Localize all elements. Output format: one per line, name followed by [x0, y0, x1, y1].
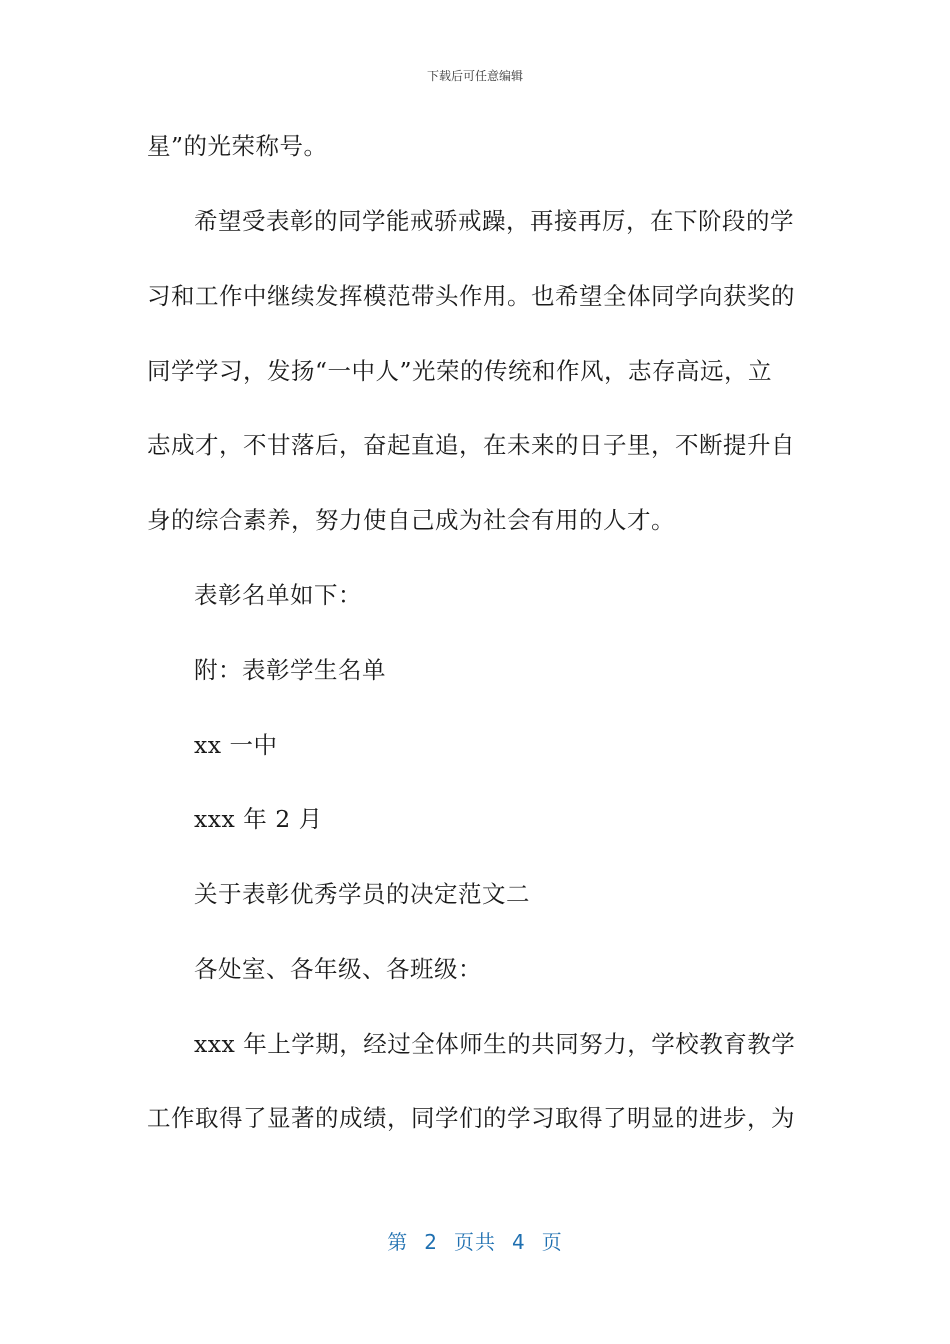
body-line: 各处室、各年级、各班级： — [194, 955, 482, 983]
body-line: 星”的光荣称号。 — [147, 132, 328, 160]
body-line: 工作取得了显著的成绩，同学们的学习取得了明显的进步，为 — [147, 1104, 795, 1132]
header-note: 下载后可任意编辑 — [426, 69, 523, 83]
body-line: 志成才，不甘落后，奋起直追，在未来的日子里，不断提升自 — [147, 431, 795, 459]
body-line: 表彰名单如下： — [194, 581, 362, 609]
page-footer — [0, 1226, 950, 1255]
body-line: 关于表彰优秀学员的决定范文二 — [194, 880, 530, 908]
body-line: xxx 年上学期，经过全体师生的共同努力，学校教育教学 — [194, 1030, 796, 1058]
body-line: 习和工作中继续发挥模范带头作用。也希望全体同学向获奖的 — [147, 282, 795, 310]
body-line: 附：表彰学生名单 — [194, 656, 386, 684]
body-line: xx 一中 — [194, 731, 278, 759]
current-page-number: 2 — [424, 1230, 438, 1254]
body-line: 同学学习，发扬“一中人”光荣的传统和作风，志存高远，立 — [147, 357, 773, 385]
total-page-number: 4 — [512, 1230, 526, 1254]
page-suffix: 页 — [541, 1230, 563, 1254]
body-line: 身的综合素养，努力使自己成为社会有用的人才。 — [147, 506, 675, 534]
page-prefix: 第 — [387, 1230, 409, 1254]
body-line: 希望受表彰的同学能戒骄戒躁，再接再厉，在下阶段的学 — [194, 207, 794, 235]
body-line: xxx 年 2 月 — [194, 805, 323, 833]
page-mid: 页共 — [454, 1230, 496, 1254]
